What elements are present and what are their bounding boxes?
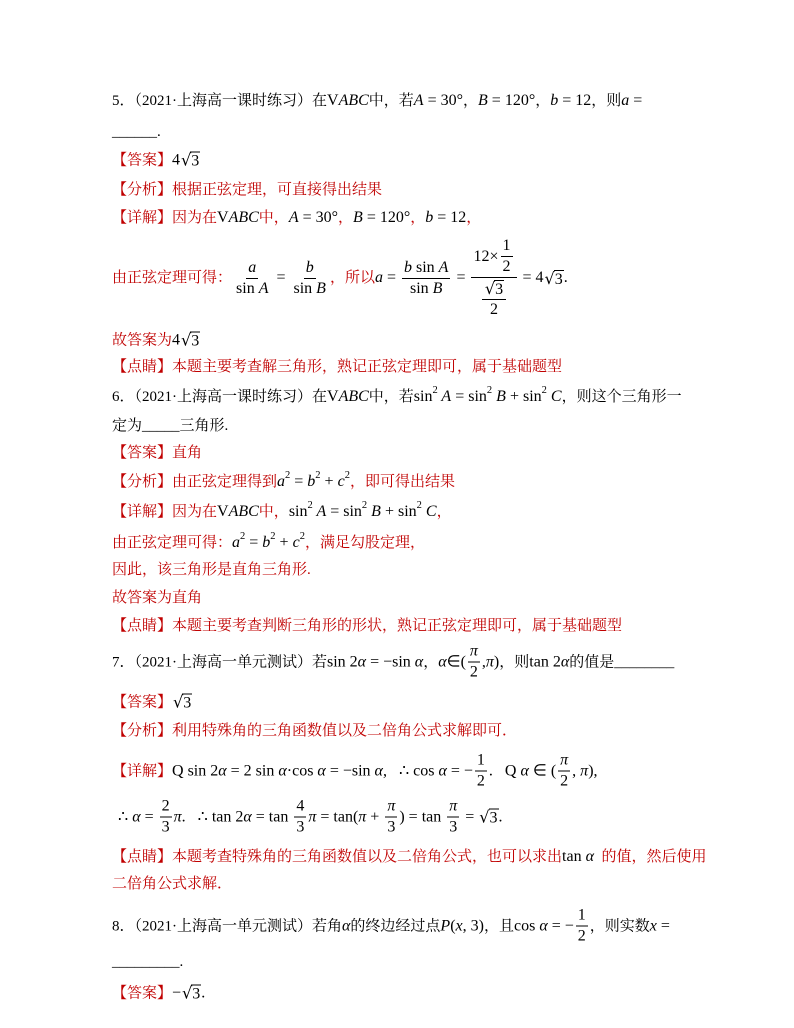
prose-text: 【点睛】本题主要考查解三角形，熟记正弦定理即可，属于基础题型 — [112, 359, 563, 375]
math-text: 3 — [489, 809, 498, 827]
prose-text: ______. — [112, 124, 161, 140]
math-variable: π — [308, 808, 317, 825]
problem-1-stem-line-2 — [112, 123, 161, 141]
fraction-numerator — [294, 798, 306, 818]
math-variable: α — [438, 653, 447, 670]
math-variable: b — [425, 209, 434, 226]
prose-text: 定为_____三角形. — [112, 418, 229, 434]
math-text: = — [452, 269, 470, 286]
prose-text: ， — [423, 654, 439, 670]
math-variable: α — [539, 917, 548, 934]
problem-3-stem-line-1 — [112, 643, 674, 682]
radical-sign: √ — [484, 279, 496, 298]
problem-2-stem-line-1 — [112, 385, 682, 406]
prose-text: 由正弦定理可得： — [112, 270, 233, 286]
fraction-numerator — [246, 259, 258, 279]
math-text: 4 — [172, 331, 181, 348]
math-text: = −sin — [366, 653, 415, 670]
math-text: 3 — [554, 270, 563, 288]
prose-text: 【详解】因为在 — [112, 210, 218, 226]
math-text: = — [382, 269, 400, 286]
prose-text: 【答案】直角 — [112, 445, 203, 461]
prose-text: 【详解】因为在 — [112, 504, 218, 520]
math-text: + — [366, 808, 384, 825]
math-text: sin — [410, 279, 433, 297]
math-text: ·cos — [286, 762, 318, 779]
radical-sign: √ — [173, 692, 184, 712]
problem-1-analysis-line-1 — [112, 181, 382, 199]
math-text: 2 — [161, 797, 170, 815]
math-text: sin 2 — [327, 653, 358, 670]
problem-2-comment-line-1 — [112, 617, 622, 635]
problem-2-solution-line-3 — [112, 561, 311, 579]
math-variable: α — [342, 917, 351, 934]
prose-text: ，则 — [591, 93, 622, 109]
fraction-denominator — [488, 300, 500, 319]
prose-text: 中， — [258, 210, 289, 226]
math-variable: A — [288, 209, 299, 226]
math-text: V — [217, 209, 229, 226]
fraction-denominator — [234, 279, 270, 298]
math-text: sin — [412, 258, 439, 276]
math-variable: a — [621, 92, 630, 109]
math-variable: α — [374, 762, 383, 779]
prose-text: ，则 — [499, 654, 530, 670]
math-variable: π — [173, 808, 182, 825]
math-text: 2 — [502, 258, 511, 275]
math-text: 3 — [183, 694, 192, 712]
radical-sign: √ — [544, 268, 555, 288]
math-variable: B — [432, 279, 443, 297]
math-text: . — [201, 984, 206, 1001]
radical-sign: √ — [181, 150, 192, 170]
prose-text: 【分析】根据正弦定理，可直接得出结果 — [112, 182, 383, 198]
prose-text: 【答案】 — [112, 152, 173, 168]
prose-text: 由正弦定理可得： — [112, 535, 233, 551]
prose-text: 故答案为 — [112, 332, 173, 348]
math-text: = 12 — [558, 92, 592, 109]
math-text: = tan — [251, 808, 293, 825]
math-variable: B — [492, 388, 506, 405]
fraction — [234, 259, 270, 298]
prose-text: 中，若 — [368, 93, 414, 109]
fraction — [576, 907, 588, 946]
math-exponent: 2 — [432, 385, 438, 396]
math-variable: π — [580, 762, 589, 779]
math-text: = −sin — [325, 762, 375, 779]
math-text: ∈( — [446, 653, 466, 670]
math-text: V — [327, 388, 339, 405]
math-text: 4 — [296, 797, 305, 815]
math-text: = — [656, 917, 670, 934]
math-variable: A — [438, 258, 449, 276]
problem-1-conclusion-line-1 — [112, 331, 200, 350]
math-text: = 120° — [362, 209, 411, 226]
prose-text: 【详解】 — [112, 763, 173, 779]
math-text: + — [320, 473, 338, 490]
math-variable: x — [649, 917, 657, 934]
math-variable: b — [404, 258, 412, 276]
fraction-denominator — [408, 279, 444, 298]
problem-4-answer-line-1 — [112, 984, 205, 1003]
math-variable: B — [316, 279, 326, 297]
math-variable: a — [277, 473, 286, 490]
math-text: tan 2 — [529, 653, 561, 670]
fraction-numerator — [468, 643, 480, 663]
prose-text: ， — [338, 210, 354, 226]
fraction — [475, 752, 487, 791]
math-variable: ABC — [228, 209, 259, 226]
math-variable: α — [317, 762, 326, 779]
math-variable: π — [469, 642, 478, 660]
math-text: = 12 — [433, 209, 467, 226]
prose-text: _________. — [112, 954, 184, 970]
math-text: ) = tan — [399, 808, 446, 825]
problem-1-comment-line-1 — [112, 358, 562, 376]
math-text: 3 — [161, 818, 170, 836]
square-root — [173, 693, 192, 712]
math-text: 2 — [489, 301, 498, 318]
math-variable: α — [560, 653, 570, 670]
fraction-numerator — [475, 752, 487, 772]
fraction-denominator — [478, 278, 510, 319]
math-variable: b — [262, 534, 271, 551]
math-variable: b — [305, 258, 314, 276]
fraction-numerator — [576, 907, 588, 927]
radicand — [489, 809, 499, 827]
math-variable: B — [478, 92, 488, 109]
math-text: = sin — [451, 388, 487, 405]
math-text: ∈ ( — [528, 762, 557, 779]
problem-1-solution-line-2 — [112, 237, 568, 319]
math-variable: a — [232, 534, 241, 551]
math-text: V — [217, 503, 229, 520]
fraction — [294, 798, 306, 837]
fraction — [558, 752, 570, 791]
math-variable: ABC — [338, 92, 369, 109]
math-text: , 3) — [462, 917, 484, 934]
math-text: = 2 sin — [226, 762, 279, 779]
math-variable: b — [307, 473, 316, 490]
math-exponent: 2 — [307, 500, 313, 511]
problem-3-solution-line-2 — [118, 798, 503, 837]
prose-text: 6．（2021·上海高一课时练习）在 — [112, 389, 327, 405]
math-text: 3 — [495, 281, 504, 298]
fraction-numerator — [402, 259, 450, 279]
radicand — [190, 332, 200, 350]
math-text: = − — [446, 762, 473, 779]
fraction-denominator — [385, 818, 397, 837]
math-exponent: 2 — [361, 500, 368, 511]
math-text: 1 — [502, 237, 511, 254]
math-text: = 30° — [298, 209, 339, 226]
math-variable: ABC — [338, 388, 369, 405]
fraction-denominator — [501, 257, 513, 276]
radicand — [190, 152, 200, 170]
problem-1-answer-line-1 — [112, 151, 200, 170]
math-variable: α — [520, 762, 529, 779]
math-text: 12× — [473, 247, 499, 265]
prose-text: 的终边经过点 — [350, 918, 441, 934]
problem-4-stem-line-1 — [112, 907, 670, 946]
prose-text: 的值，然后使用 — [593, 849, 707, 865]
prose-text: ，即可得出结果 — [349, 474, 455, 490]
math-variable: A — [437, 388, 452, 405]
math-variable: c — [292, 534, 300, 551]
math-text: 3 — [192, 985, 201, 1003]
fraction-numerator — [447, 798, 459, 818]
fraction-denominator — [558, 772, 570, 791]
problem-2-answer-line-1 — [112, 444, 202, 462]
math-variable: π — [358, 808, 367, 825]
problem-3-solution-line-1 — [112, 752, 598, 791]
math-variable: B — [353, 209, 363, 226]
math-text: , — [572, 762, 581, 779]
math-text: = — [272, 269, 290, 286]
math-variable: α — [414, 653, 424, 670]
math-text: , — [481, 653, 486, 670]
math-text: + sin — [505, 388, 542, 405]
fraction-numerator — [385, 798, 397, 818]
fraction-numerator — [471, 237, 516, 278]
fraction-denominator — [468, 663, 480, 682]
math-variable: B — [367, 503, 381, 520]
math-text: = 120° — [487, 92, 536, 109]
problem-1-solution-line-1 — [112, 209, 481, 227]
prose-text: 8．（2021·上海高一单元测试）若角 — [112, 918, 342, 934]
math-text: sin — [293, 279, 317, 297]
fraction — [385, 798, 397, 837]
fraction — [501, 237, 513, 276]
math-text: = — [140, 808, 158, 825]
math-text: + sin — [380, 503, 417, 520]
math-variable: a — [248, 258, 257, 276]
prose-text: ，满足勾股定理， — [304, 535, 425, 551]
fraction-denominator — [292, 279, 328, 298]
radicand — [554, 270, 564, 288]
math-variable: π — [485, 653, 494, 670]
fraction-denominator — [447, 818, 459, 837]
prose-text: 【点睛】本题考查特殊角的三角函数值以及二倍角公式，也可以求出 — [112, 849, 563, 865]
math-text: − — [172, 984, 182, 1001]
math-exponent: 2 — [541, 385, 547, 396]
prose-text: 中，若 — [368, 389, 414, 405]
problem-2-solution-line-1 — [112, 500, 452, 521]
math-exponent: 2 — [344, 470, 350, 481]
math-text: , ∴ cos — [382, 762, 439, 779]
math-variable: P — [440, 917, 451, 934]
problem-1-stem-line-1 — [112, 92, 642, 110]
math-text: ( — [450, 917, 456, 934]
math-text: V — [327, 92, 339, 109]
math-variable: a — [374, 269, 383, 286]
prose-text: ， — [535, 93, 551, 109]
math-text: sin — [413, 388, 433, 405]
problem-4-stem-line-2 — [112, 953, 183, 971]
fraction-numerator — [482, 279, 506, 300]
math-variable: C — [421, 503, 437, 520]
math-text: 3 — [449, 818, 458, 836]
math-text: sin — [236, 279, 259, 297]
math-exponent: 2 — [315, 470, 321, 481]
prose-text: ， — [436, 504, 452, 520]
math-text: ∴ — [118, 808, 133, 825]
math-variable: α — [585, 848, 594, 865]
math-variable: α — [357, 653, 367, 670]
prose-text: 二倍角公式求解． — [112, 876, 233, 892]
fraction — [468, 643, 480, 682]
problem-3-answer-line-1 — [112, 693, 192, 712]
math-text: 3 — [191, 152, 200, 170]
math-text: cos — [513, 917, 540, 934]
math-variable: π — [387, 797, 396, 815]
math-text: sin — [288, 503, 308, 520]
fraction-denominator — [160, 818, 172, 837]
square-root — [485, 279, 504, 298]
problem-3-analysis-line-1 — [112, 722, 517, 740]
math-text: = sin — [326, 503, 362, 520]
math-variable: ABC — [228, 503, 259, 520]
math-variable: α — [278, 762, 287, 779]
math-variable: α — [218, 762, 227, 779]
radical-sign: √ — [182, 983, 193, 1003]
problem-3-comment-line-2 — [112, 875, 232, 893]
math-text: 2 — [476, 772, 485, 790]
math-variable: c — [337, 473, 345, 490]
math-exponent: 2 — [285, 470, 291, 481]
math-exponent: 2 — [486, 385, 493, 396]
prose-text: ，所以 — [329, 270, 375, 286]
math-variable: α — [243, 808, 252, 825]
math-text: 3 — [191, 332, 200, 350]
math-variable: A — [258, 279, 269, 297]
math-text: ), — [588, 762, 598, 779]
math-variable: b — [550, 92, 559, 109]
prose-text: 【分析】由正弦定理得到 — [112, 474, 278, 490]
math-text: . — [563, 269, 568, 286]
math-text: = 4 — [518, 269, 544, 286]
math-exponent: 2 — [416, 500, 422, 511]
math-text: Q sin 2 — [172, 762, 219, 779]
fraction — [447, 798, 459, 837]
math-text: tan — [562, 848, 586, 865]
fraction-numerator — [304, 259, 316, 279]
math-text: 2 — [560, 772, 569, 790]
math-text: = — [629, 92, 643, 109]
fraction — [402, 259, 450, 298]
math-text: = — [461, 808, 479, 825]
fraction — [160, 798, 172, 837]
fraction-numerator — [501, 237, 513, 257]
math-text: 3 — [387, 818, 396, 836]
math-text: + — [275, 534, 293, 551]
problem-3-comment-line-1 — [112, 848, 706, 866]
fraction-numerator — [160, 798, 172, 818]
problem-2-analysis-line-1 — [112, 470, 455, 491]
radicand — [182, 694, 192, 712]
math-text: 2 — [577, 927, 586, 945]
math-text: 3 — [296, 818, 305, 836]
radicand — [494, 280, 504, 298]
radicand — [191, 985, 201, 1003]
math-text: = — [290, 473, 308, 490]
fraction-numerator — [558, 752, 570, 772]
prose-text: ，则实数 — [589, 918, 650, 934]
prose-text: ，且 — [483, 918, 514, 934]
fraction — [292, 259, 328, 298]
math-variable: π — [560, 751, 569, 769]
prose-text: 5．（2021·上海高一课时练习）在 — [112, 93, 327, 109]
prose-text: 7．（2021·上海高一单元测试）若 — [112, 654, 327, 670]
math-variable: A — [413, 92, 424, 109]
square-root — [479, 808, 498, 827]
problem-2-stem-line-2 — [112, 417, 228, 435]
math-variable: α — [132, 808, 141, 825]
fraction-denominator — [294, 818, 306, 837]
math-text: = tan( — [316, 808, 359, 825]
math-text: ) — [493, 653, 500, 670]
prose-text: 的值是________ — [569, 654, 675, 670]
prose-text: 【答案】 — [112, 694, 173, 710]
square-root — [181, 331, 200, 350]
prose-text: 因此，该三角形是直角三角形. — [112, 562, 311, 578]
math-exponent: 2 — [240, 531, 246, 542]
math-exponent: 2 — [270, 531, 276, 542]
square-root — [182, 984, 201, 1003]
prose-text: 【答案】 — [112, 985, 173, 1001]
fraction — [471, 237, 516, 319]
math-text: 1 — [577, 906, 586, 924]
radical-sign: √ — [181, 330, 192, 350]
problem-2-conclusion-line-1 — [112, 589, 202, 607]
math-text: 4 — [172, 151, 181, 168]
math-text: = — [245, 534, 263, 551]
math-text: 2 — [469, 663, 478, 681]
prose-text: ， — [410, 210, 426, 226]
math-text: . ∴ tan 2 — [181, 808, 244, 825]
problem-2-solution-line-2 — [112, 531, 425, 552]
math-text: . — [498, 808, 503, 825]
math-text: . Q — [488, 762, 521, 779]
prose-text: ， — [463, 93, 479, 109]
math-text: 1 — [476, 751, 485, 769]
prose-text: 故答案为直角 — [112, 590, 203, 606]
math-variable: x — [455, 917, 463, 934]
math-variable: α — [438, 762, 447, 779]
fraction-denominator — [475, 772, 487, 791]
fraction — [482, 279, 506, 319]
prose-text: 【分析】利用特殊角的三角函数值以及二倍角公式求解即可． — [112, 723, 518, 739]
fraction-denominator — [576, 927, 588, 946]
prose-text: ， — [466, 210, 482, 226]
radical-sign: √ — [479, 807, 490, 827]
prose-text: ，则这个三角形一 — [561, 389, 682, 405]
math-exponent: 2 — [299, 531, 305, 542]
math-text: = − — [547, 917, 574, 934]
square-root — [545, 269, 564, 288]
math-variable: C — [546, 388, 562, 405]
math-variable: A — [312, 503, 327, 520]
prose-text: 【点睛】本题主要考查判断三角形的形状，熟记正弦定理即可，属于基础题型 — [112, 618, 623, 634]
square-root — [181, 151, 200, 170]
prose-text: 中， — [258, 504, 289, 520]
math-variable: π — [449, 797, 458, 815]
math-text: = 30° — [423, 92, 463, 109]
